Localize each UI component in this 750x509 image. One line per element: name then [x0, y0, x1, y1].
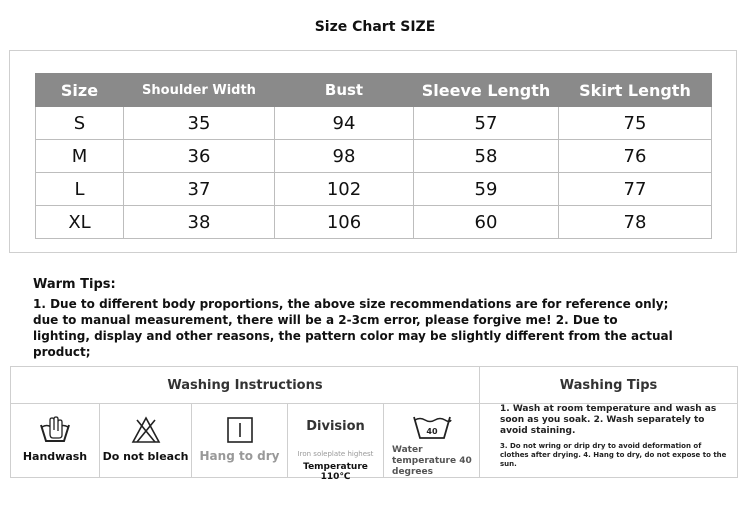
header-skirt-length: Skirt Length — [559, 74, 712, 107]
washing-tips-line-1: 1. Wash at room temperature and wash as soon as you soak. 2. Wash separately to avoid staining. — [500, 404, 717, 436]
cell-skirt-length: 75 — [559, 107, 712, 140]
wash-40-icon — [384, 414, 479, 440]
cell-skirt-length: 76 — [559, 140, 712, 173]
size-table-header-row — [36, 74, 712, 107]
care-iron — [288, 404, 384, 482]
warm-tips-body: 1. Due to different body proportions, the above size recommendations are for reference only; due to manual measurement, there will be a 2-3cm error, please forgive me! 2. Due to lighting, display and other reasons, the pattern color may be slightly different from the actual product; — [33, 297, 673, 359]
header-shoulder-width: Shoulder Width — [124, 74, 275, 107]
cell-sleeve-length: 60 — [414, 206, 559, 239]
cell-shoulder-width: 36 — [124, 140, 275, 173]
hang-dry-icon — [192, 416, 287, 444]
cell-bust: 106 — [275, 206, 414, 239]
header-sleeve-length: Sleeve Length — [414, 74, 559, 107]
cell-bust: 94 — [275, 107, 414, 140]
table-row — [36, 173, 712, 206]
cell-bust: 98 — [275, 140, 414, 173]
washing-instructions-header: Washing Instructions — [11, 367, 480, 404]
cell-size: S — [36, 107, 124, 140]
warm-tips-title: Warm Tips: — [33, 277, 116, 292]
cell-sleeve-length: 57 — [414, 107, 559, 140]
care-handwash — [11, 404, 100, 477]
water-temp-label: Water temperature 40 degrees — [392, 445, 472, 477]
iron-small-label: Iron soleplate highest — [297, 450, 374, 458]
table-row — [36, 140, 712, 173]
division-label: Division — [306, 419, 365, 434]
iron-temp-label: Temperature 110℃ — [303, 462, 368, 482]
size-table — [35, 73, 712, 239]
table-row — [36, 206, 712, 239]
cell-size: L — [36, 173, 124, 206]
handwash-label: Handwash — [22, 450, 88, 463]
page-title: Size Chart SIZE — [314, 19, 436, 35]
cell-shoulder-width: 38 — [124, 206, 275, 239]
cell-sleeve-length: 59 — [414, 173, 559, 206]
cell-shoulder-width: 37 — [124, 173, 275, 206]
washing-tips-line-2: 3. Do not wring or drip dry to avoid deformation of clothes after drying. 4. Hang to dry, do not expose to the sun. — [500, 442, 727, 468]
cell-skirt-length: 77 — [559, 173, 712, 206]
header-size: Size — [36, 74, 124, 107]
care-water-temp — [384, 404, 480, 477]
cell-sleeve-length: 58 — [414, 140, 559, 173]
cell-size: XL — [36, 206, 124, 239]
care-hang-dry — [192, 404, 288, 477]
header-bust: Bust — [275, 74, 414, 107]
care-no-bleach — [100, 404, 192, 477]
cell-shoulder-width: 35 — [124, 107, 275, 140]
washing-tips-text — [500, 404, 732, 469]
handwash-icon — [11, 416, 99, 444]
no-bleach-icon — [100, 416, 191, 444]
cell-size: M — [36, 140, 124, 173]
no-bleach-label: Do not bleach — [102, 450, 189, 463]
hang-dry-label: Hang to dry — [199, 449, 280, 463]
cell-bust: 102 — [275, 173, 414, 206]
table-row — [36, 107, 712, 140]
cell-skirt-length: 78 — [559, 206, 712, 239]
wash-40-value: 40 — [425, 427, 438, 436]
washing-tips-header: Washing Tips — [480, 367, 737, 404]
